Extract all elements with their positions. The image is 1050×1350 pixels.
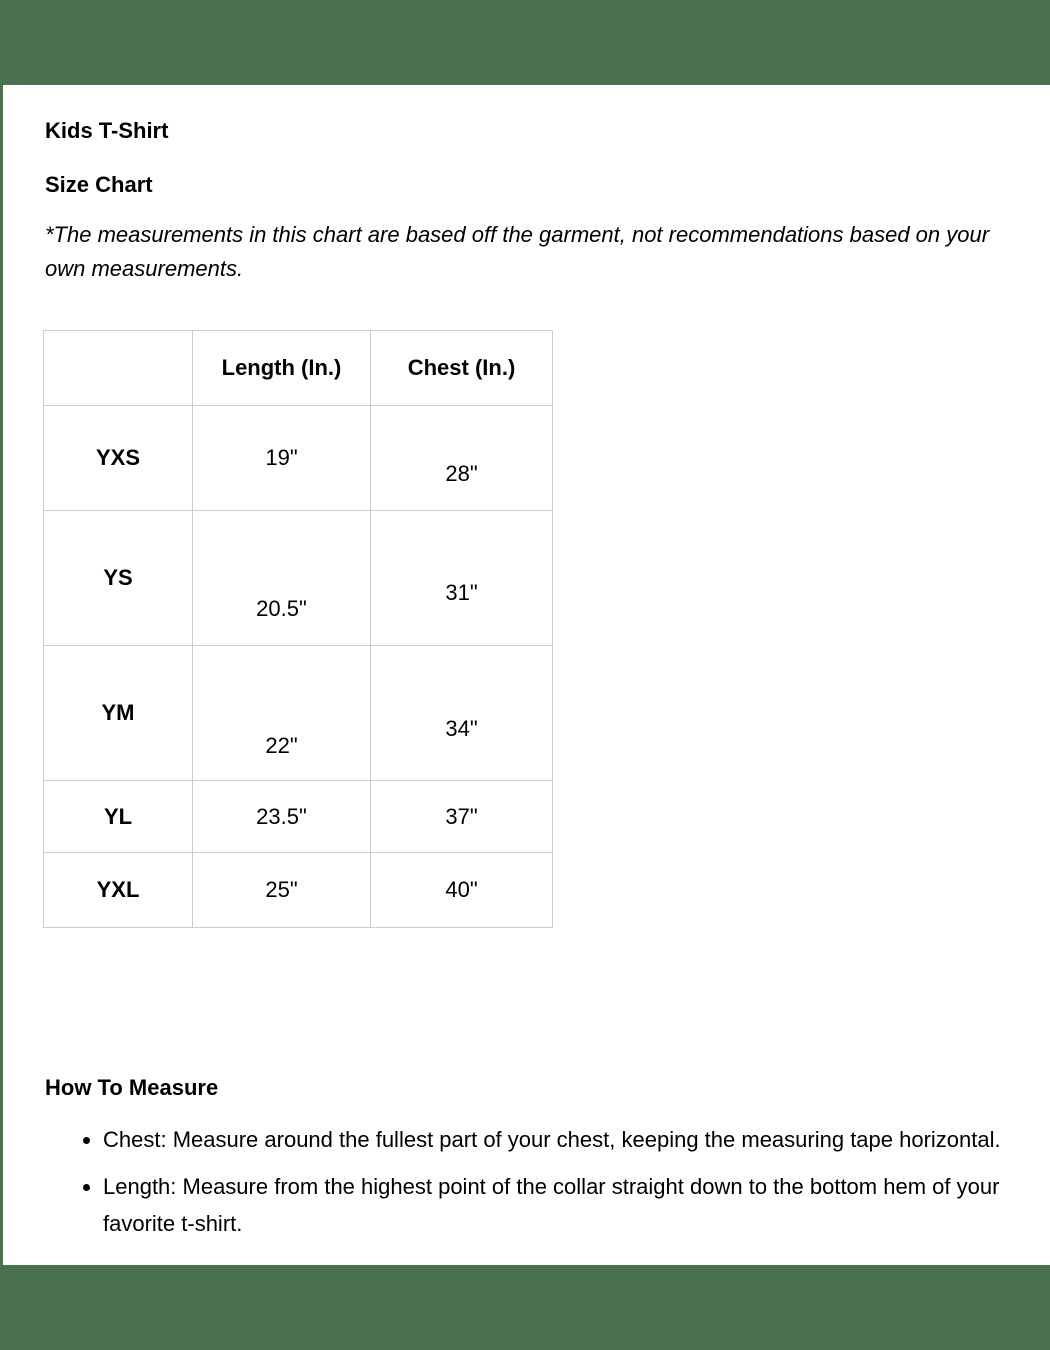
cell-value: YM [101,700,135,725]
measurement-disclaimer: *The measurements in this chart are based off the garment, not recommendations based on your own measurements. [45,222,990,281]
chest-cell [371,406,553,511]
cell-value: YXL [96,877,140,902]
cell-value: YXS [95,445,141,470]
length-cell [193,781,371,853]
cell-value: 23.5" [256,803,307,829]
table-row [44,646,553,781]
table-row [44,511,553,646]
cell-value: 22" [265,733,298,758]
column-header: Chest (In.) [371,331,553,406]
cell-value: 40" [445,877,478,902]
page-title: Kids T-Shirt [45,118,169,143]
size-column-header-blank [44,331,193,406]
size-cell [44,853,193,928]
length-cell [193,853,371,928]
chest-cell [371,646,553,781]
table-row [44,853,553,928]
chest-cell [371,853,553,928]
page-content [3,85,1050,1242]
size-chart-body [44,406,553,928]
list-item: • Chest: Measure around the fullest part of your chest, keeping the measuring tape horizontal. [103,1121,1033,1158]
cell-value: 31" [445,580,478,605]
column-header: Length (In.) [193,331,371,406]
cell-value: 37" [445,803,478,829]
document-page [3,85,1050,1265]
size-chart-header-row [44,331,553,406]
how-to-measure-heading: How To Measure [45,1075,219,1100]
cell-value: YS [103,565,133,590]
cell-value: 28" [445,461,478,486]
size-cell [44,406,193,511]
table-row [44,406,553,511]
size-chart-table [43,330,553,928]
length-cell [193,511,371,646]
length-cell [193,406,371,511]
table-row [44,781,553,853]
chest-cell [371,781,553,853]
cell-value: 34" [445,716,478,741]
cell-value: 20.5" [256,596,307,621]
list-item: • Length: Measure from the highest point of the collar straight down to the bottom hem of your favorite t-shirt. [103,1168,1033,1242]
cell-value: 25" [265,877,298,902]
size-cell [44,511,193,646]
length-cell [193,646,371,781]
size-cell [44,781,193,853]
size-chart-heading: Size Chart [45,172,153,197]
chest-cell [371,511,553,646]
cell-value: YL [103,803,133,829]
how-to-measure-list [45,1121,1033,1242]
size-cell [44,646,193,781]
cell-value: 19" [265,445,298,470]
